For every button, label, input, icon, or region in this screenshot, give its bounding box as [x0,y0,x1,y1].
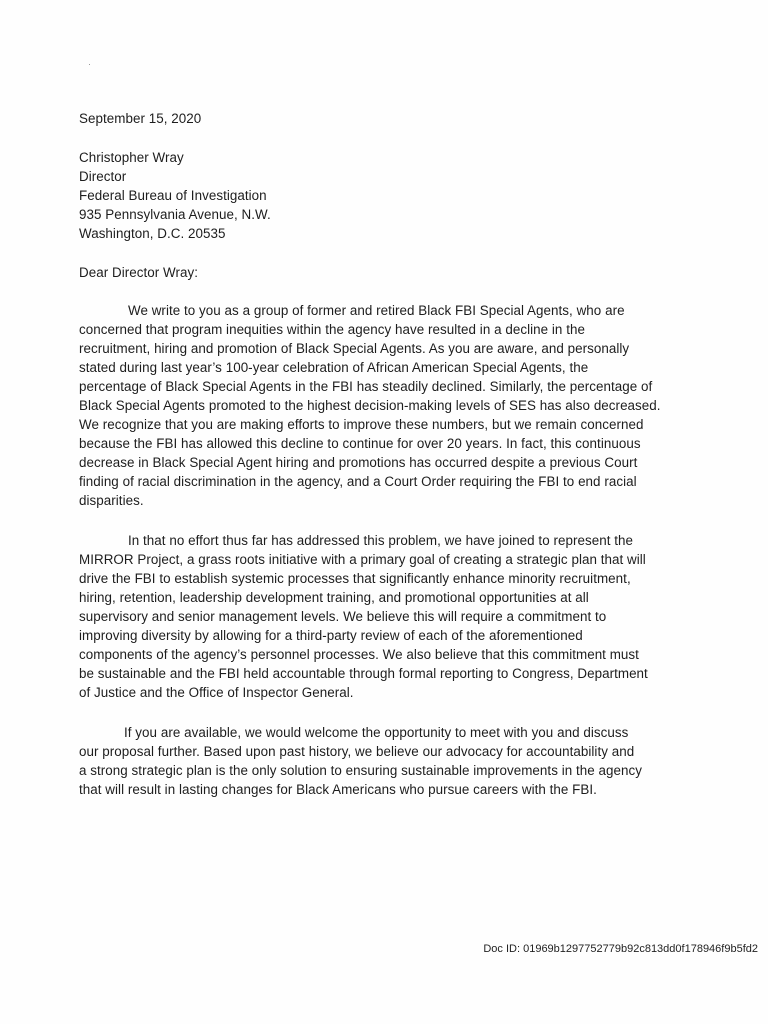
paragraph-line: disparities. [79,493,144,508]
paragraph-line: If you are available, we would welcome the opportunity to meet with you and discuss [124,725,629,740]
address-line: Director [79,169,127,184]
address-line: Federal Bureau of Investigation [79,188,267,203]
paragraph-line: supervisory and senior management levels. We believe this will require a commitment to [79,609,607,624]
paragraph-line: decrease in Black Special Agent hiring and promotions has occurred despite a previous Court [79,455,638,470]
paragraph-line: We recognize that you are making efforts to improve these numbers, but we remain concerned [79,417,644,432]
address-line: Christopher Wray [79,150,184,165]
address-line: 935 Pennsylvania Avenue, N.W. [79,207,271,222]
paragraph-line: finding of racial discrimination in the agency, and a Court Order requiring the FBI to end racial [79,474,637,489]
paragraph-line: components of the agency’s personnel processes. We also believe that this commitment must [79,647,639,662]
paragraph-line: be sustainable and the FBI held accountable through formal reporting to Congress, Department [79,666,648,681]
address-line: Washington, D.C. 20535 [79,226,226,241]
paragraph-line: because the FBI has allowed this decline to continue for over 20 years. In fact, this continuous [79,436,641,451]
paragraph-line: We write to you as a group of former and retired Black FBI Special Agents, who are [128,303,625,318]
paragraph-line: a strong strategic plan is the only solution to ensuring sustainable improvements in the agency [79,763,643,778]
paragraph-line: MIRROR Project, a grass roots initiative with a primary goal of creating a strategic plan that will [79,552,646,567]
paragraph-line: Black Special Agents promoted to the highest decision-making levels of SES has also decreased. [79,398,661,413]
paragraph-line: of Justice and the Office of Inspector General. [79,685,354,700]
paragraph-line: concerned that program inequities within the agency have resulted in a decline in the [79,322,585,337]
paragraph-line: improving diversity by allowing for a third-party review of each of the aforementioned [79,628,583,643]
doc-id: Doc ID: 01969b1297752779b92c813dd0f178946f9b5fd2 [483,943,758,955]
paragraph-line: In that no effort thus far has addressed this problem, we have joined to represent the [128,533,634,548]
paragraph-line: hiring, retention, leadership development training, and promotional opportunities at all [79,590,589,605]
salutation: Dear Director Wray: [79,265,199,280]
scan-speck [89,64,90,65]
paragraph-line: recruitment, hiring and promotion of Black Special Agents. As you are aware, and personally [79,341,630,356]
paragraph-line: stated during last year’s 100-year celebration of African American Special Agents, the [79,360,589,375]
letter-date: September 15, 2020 [79,111,202,126]
paragraph-line: that will result in lasting changes for Black Americans who pursue careers with the FBI. [79,782,597,797]
paragraph-line: drive the FBI to establish systemic processes that significantly enhance minority recruitment, [79,571,631,586]
paragraph-line: our proposal further. Based upon past history, we believe our advocacy for accountability and [79,744,635,759]
paragraph-line: percentage of Black Special Agents in the FBI has steadily declined. Similarly, the percentage of [79,379,653,394]
